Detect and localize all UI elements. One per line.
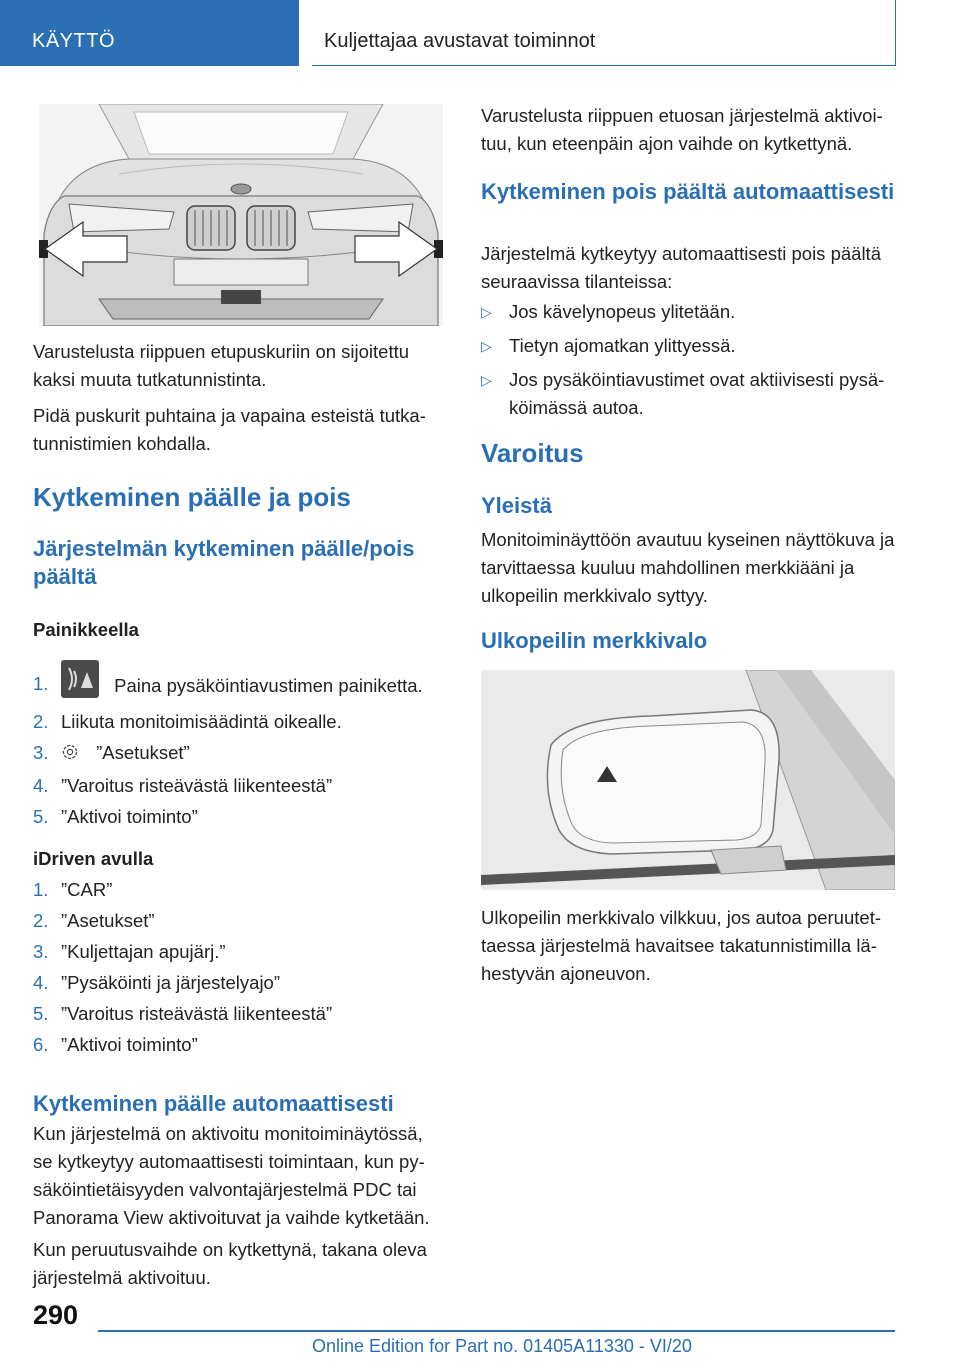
list-item: [33, 737, 447, 770]
subsection-heading: Ulkopeilin merkkivalo: [481, 628, 708, 653]
step-number: 4.: [33, 774, 49, 796]
paragraph: Kun järjestelmä on aktivoitu monitoiminäytössä, se kytkeytyy automaattisesti toimintaan, kun py-säköintietäisyyden valvontajärjestelmä PDC tai Panorama View aktivoituvat ja vaihde kytketään.: [33, 1123, 430, 1228]
bullet-list: [481, 298, 895, 428]
parking-assist-button-icon: [61, 660, 99, 698]
chapter-title: Kuljettajaa avustavat toiminnot: [324, 30, 596, 52]
step-number: 5.: [33, 1003, 49, 1024]
list-item: [33, 905, 447, 936]
footer-edition: Online Edition for Part no. 01405A11330 - VI/20: [312, 1336, 692, 1356]
paragraph: Pidä puskurit puhtaina ja vapaina esteistä tutka-tunnistimien kohdalla.: [33, 405, 426, 454]
gear-icon: [61, 739, 83, 770]
page-number: 290: [33, 1300, 79, 1330]
car-front-figure: [39, 104, 443, 326]
list-item: [481, 298, 895, 326]
bullet-marker: ▷: [481, 338, 492, 354]
step-number: 4.: [33, 972, 49, 993]
paragraph: Ulkopeilin merkkivalo vilkkuu, jos autoa peruutet-taessa järjestelmä havaitsee takatunnistimilla lä-hestyvän ajoneuvon.: [481, 907, 881, 984]
bullet-text: Jos kävelynopeus ylitetään.: [509, 301, 736, 322]
subsection-heading: Kytkeminen päälle automaattisesti: [33, 1091, 394, 1116]
button-steps-list: [33, 668, 447, 832]
paragraph: Monitoiminäyttöön avautuu kyseinen näyttökuva ja tarvittaessa kuuluu mahdollinen merkkiääni ja ulkopeilin merkkivalo syttyy.: [481, 529, 895, 606]
subsection-heading: Järjestelmän kytkeminen päälle/pois päältä: [33, 536, 415, 589]
section-heading: Kytkeminen päälle ja pois: [33, 482, 351, 512]
bullet-marker: ▷: [481, 304, 492, 320]
step-text: ”Asetukset”: [96, 742, 190, 763]
list-item: [33, 770, 447, 801]
step-text: ”Aktivoi toiminto”: [61, 1034, 198, 1055]
list-item: [33, 998, 447, 1029]
step-text: ”Varoitus risteävästä liikenteestä”: [61, 774, 333, 796]
side-mirror-figure: [481, 670, 895, 890]
list-item: [481, 366, 895, 422]
section-tab: [0, 0, 299, 66]
step-number: 6.: [33, 1034, 49, 1055]
bullet-text: Tietyn ajomatkan ylittyessä.: [509, 335, 736, 356]
list-item: [481, 332, 895, 360]
paragraph: Järjestelmä kytkeytyy automaattisesti pois päältä seuraavissa tilanteissa:: [481, 243, 881, 292]
bullet-marker: ▷: [481, 372, 492, 388]
step-number: 1.: [33, 673, 49, 694]
paragraph: Kun peruutusvaihde on kytkettynä, takana oleva järjestelmä aktivoituu.: [33, 1239, 427, 1288]
subsection-heading: Kytkeminen pois päältä automaattisesti: [481, 179, 895, 204]
chapter-header: [312, 0, 896, 66]
step-number: 2.: [33, 910, 49, 931]
step-number: 3.: [33, 941, 49, 962]
step-text: ”Asetukset”: [61, 910, 155, 931]
step-number: 5.: [33, 805, 49, 827]
step-text: ”Pysäköinti ja järjestelyajo”: [61, 972, 281, 993]
step-text: Liikuta monitoimisäädintä oikealle.: [61, 711, 342, 732]
step-number: 1.: [33, 879, 49, 900]
section-heading: Varoitus: [481, 438, 584, 468]
minor-heading: Painikkeella: [33, 619, 139, 640]
list-item: [33, 706, 447, 737]
step-number: 2.: [33, 711, 49, 732]
step-text: Paina pysäköintiavustimen painiketta.: [114, 674, 423, 696]
list-item: [33, 936, 447, 967]
minor-heading: iDriven avulla: [33, 848, 154, 869]
paragraph: Varustelusta riippuen etupuskuriin on sijoitettu kaksi muuta tutkatunnistinta.: [33, 341, 410, 390]
list-item: [33, 668, 447, 706]
list-item: [33, 801, 447, 832]
subsection-heading: Yleistä: [481, 493, 552, 518]
step-text: ”Varoitus risteävästä liikenteestä”: [61, 1003, 333, 1024]
step-text: ”Aktivoi toiminto”: [61, 805, 198, 827]
step-text: ”CAR”: [61, 879, 113, 900]
idrive-steps-list: [33, 874, 447, 1060]
step-number: 3.: [33, 742, 49, 763]
list-item: [33, 874, 447, 905]
step-text: ”Kuljettajan apujärj.”: [61, 941, 226, 962]
section-title: KÄYTTÖ: [32, 30, 116, 52]
bullet-text: Jos pysäköintiavustimet ovat aktiivisesti pysä-köimässä autoa.: [509, 369, 885, 418]
footer-divider: [98, 1330, 895, 1332]
list-item: [33, 967, 447, 998]
list-item: [33, 1029, 447, 1060]
paragraph: Varustelusta riippuen etuosan järjestelmä aktivoi-tuu, kun eteenpäin ajon vaihde on kytkettynä.: [481, 105, 883, 154]
